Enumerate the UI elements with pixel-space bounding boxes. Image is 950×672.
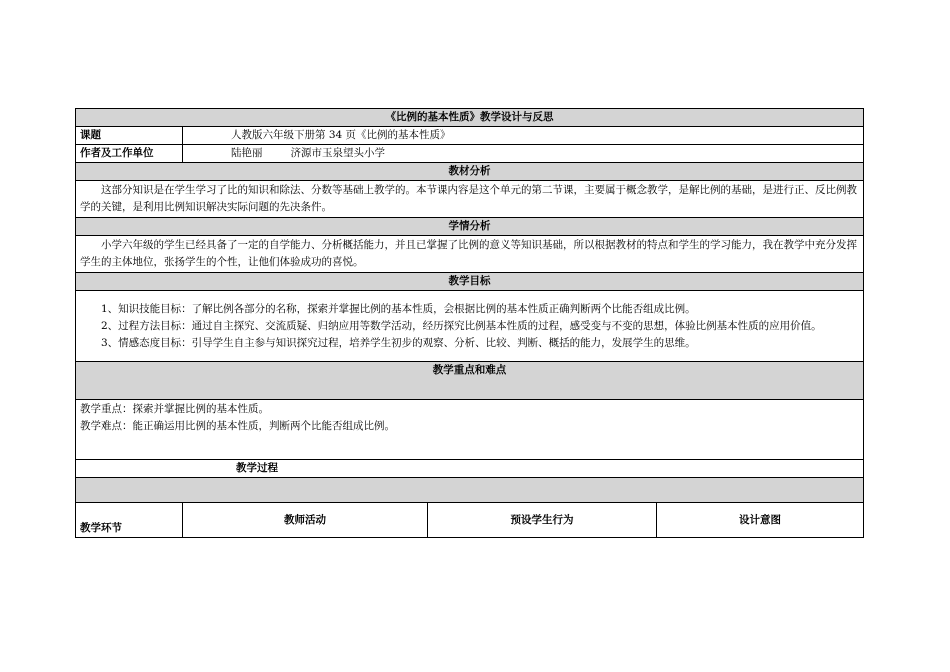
students-heading: 学情分析 [76, 218, 864, 236]
document-title: 《比例的基本性质》教学设计与反思 [76, 109, 864, 127]
goal-item: 3、情感态度目标：引导学生自主参与知识探究过程，培养学生初步的观察、分析、比较、判断、概括的能力，发展学生的思维。 [101, 336, 696, 349]
focus-heading: 教学重点和难点 [76, 362, 864, 400]
author-value [183, 145, 864, 163]
lesson-plan-table [75, 108, 864, 538]
students-text: 小学六年级的学生已经具备了一定的自学能力、分析概括能力，并且已掌握了比例的意义等知识基础，所以根据教材的特点和学生的学习能力，我在教学中充分发挥学生的主体地位，张扬学生的个性，让他们体验成功的喜悦。 [76, 236, 864, 273]
process-heading: 教学过程 [76, 460, 864, 478]
goal-item: 2、过程方法目标：通过自主探究、交流质疑、归纳应用等数学活动，经历探究比例基本性质的过程，感受变与不变的思想，体验比例基本性质的应用价值。 [101, 319, 822, 332]
author-label: 作者及工作单位 [76, 145, 183, 163]
topic-value: 人教版六年级下册第 34 页《比例的基本性质》 [183, 127, 864, 145]
topic-label: 课题 [76, 127, 183, 145]
difficulty-point: 教学难点：能正确运用比例的基本性质，判断两个比能否组成比例。 [80, 420, 395, 432]
col-student: 预设学生行为 [428, 503, 657, 538]
author-name: 陆艳丽 [231, 147, 263, 159]
goal-item: 1、知识技能目标：了解比例各部分的名称，探索并掌握比例的基本性质，会根据比例的基本性质正确判断两个比能否组成比例。 [101, 302, 696, 315]
material-text: 这部分知识是在学生学习了比的知识和除法、分数等基础上教学的。本节课内容是这个单元的第二节课，主要属于概念教学，是解比例的基础，是进行正、反比例教学的关键，是利用比例知识解决实际问题的先决条件。 [76, 181, 864, 218]
col-teacher: 教师活动 [183, 503, 428, 538]
focus-body [76, 400, 864, 460]
key-point: 教学重点：探索并掌握比例的基本性质。 [80, 403, 269, 415]
goals-body [76, 291, 864, 362]
goals-heading: 教学目标 [76, 273, 864, 291]
process-spacer [76, 478, 864, 503]
col-stage: 教学环节 [76, 503, 183, 538]
author-unit: 济源市玉泉望头小学 [290, 147, 385, 159]
col-intent: 设计意图 [657, 503, 864, 538]
material-heading: 教材分析 [76, 163, 864, 181]
